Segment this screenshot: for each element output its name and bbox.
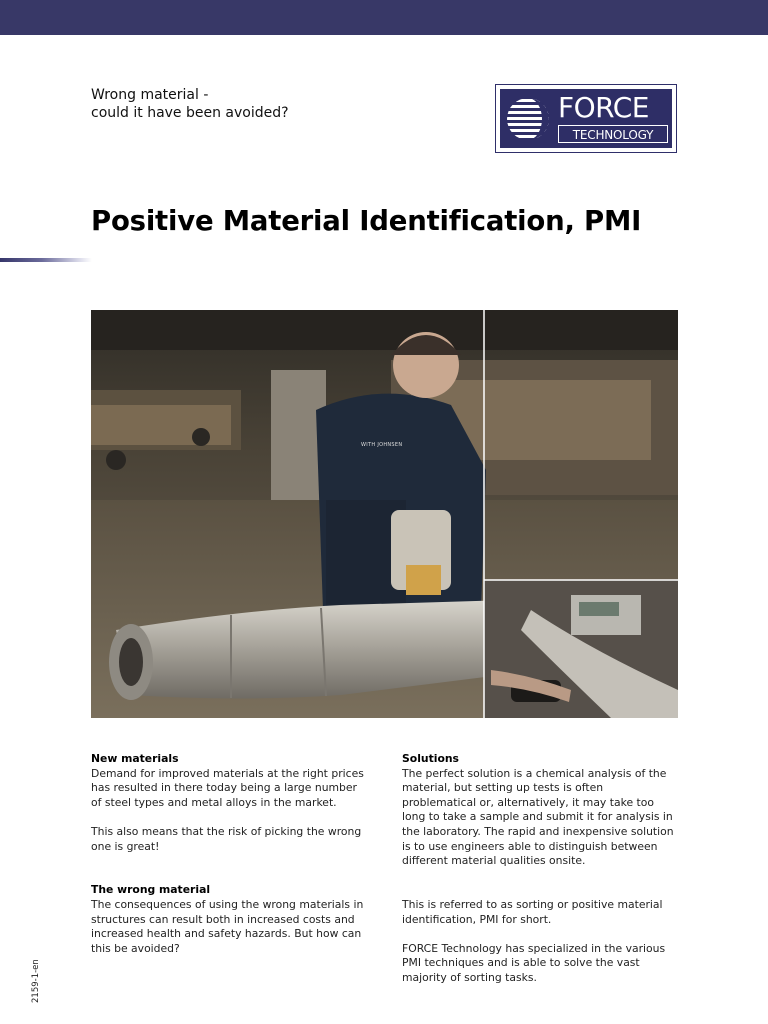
paragraph: The consequences of using the wrong materials in structures can result both in increased costs and increased health and safety hazards. But how can this be avoided? — [91, 897, 364, 955]
overalls-name-tag: WITH JOHNSEN — [361, 442, 403, 448]
document-code: 2159-1-en — [31, 959, 41, 1003]
page-title: Positive Material Identification, PMI — [91, 205, 642, 237]
paragraph: Demand for improved materials at the right prices has resulted in there today being a large number of steel types and metal alloys in the market. — [91, 766, 364, 809]
paragraph: The perfect solution is a chemical analysis of the material, but setting up tests is often problematical or, alternatively, it may take too long to take a sample and submit it for analysis in the laboratory. The rapid and inexpensive solution is to use engineers able to distinguish between different material qualities onsite. — [402, 766, 674, 868]
left-column — [91, 752, 366, 971]
paragraph: FORCE Technology has specialized in the various PMI techniques and is able to solve the vast majority of sorting tasks. — [402, 941, 666, 984]
heading-new-materials: New materials — [91, 752, 179, 765]
paragraph: This is referred to as sorting or positive material identification, PMI for short. — [402, 897, 663, 926]
logo-disc-icon — [506, 97, 550, 141]
title-accent-rule — [0, 258, 92, 262]
photo-illustration — [91, 310, 678, 718]
tagline-line-1: Wrong material - — [91, 87, 209, 103]
logo-subtitle: TECHNOLOGY — [558, 125, 668, 143]
right-column — [402, 752, 677, 1000]
header-bar — [0, 0, 768, 35]
force-technology-logo — [495, 84, 677, 153]
heading-wrong-material: The wrong material — [91, 883, 211, 897]
main-photo — [91, 310, 678, 718]
paragraph: This also means that the risk of picking the wrong one is great! — [91, 824, 362, 853]
tagline — [91, 86, 289, 122]
logo-panel — [500, 89, 672, 148]
heading-solutions: Solutions — [402, 752, 459, 765]
logo-wordmark: FORCE — [558, 91, 649, 124]
tagline-line-2: could it have been avoided? — [91, 105, 289, 121]
